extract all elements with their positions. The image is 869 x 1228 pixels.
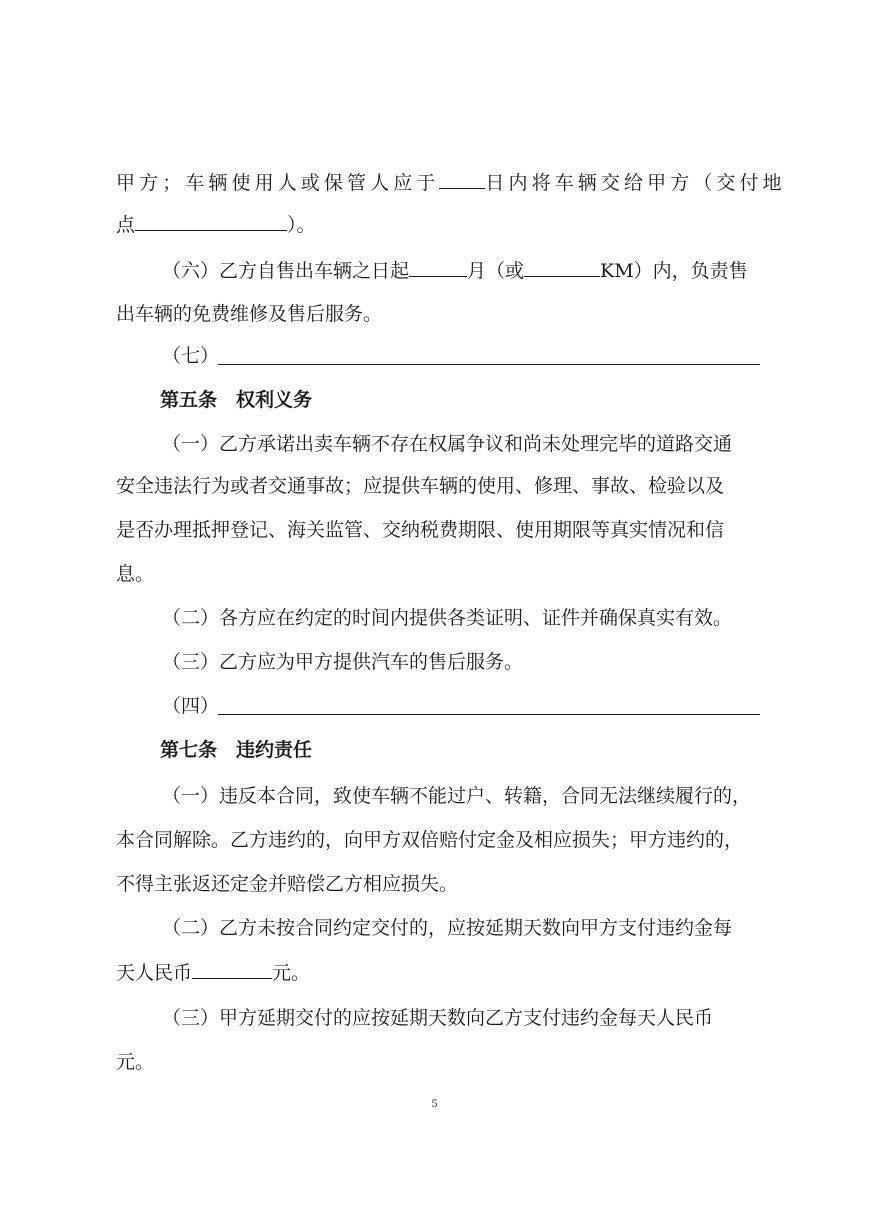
text-segment: （六）乙方自售出车辆之日起	[162, 260, 410, 282]
article-7-clause-1-line1: （一）违反本合同，致使车辆不能过户、转籍，合同无法继续履行的，	[162, 785, 752, 807]
article-7-title: 第七条 违约责任	[160, 739, 313, 761]
text-segment: ）。	[287, 214, 316, 236]
article-5-clause-1-line1: （一）乙方承诺出卖车辆不存在权属争议和尚未处理完毕的道路交通	[162, 433, 733, 455]
paragraph-delivery-line1	[116, 170, 786, 195]
fill-blank-days[interactable]	[439, 170, 485, 189]
clause-7-label: （七）	[162, 345, 220, 367]
text-segment: 甲方；车辆使用人或保管人应于	[116, 172, 440, 194]
fill-blank-location[interactable]	[135, 212, 287, 231]
clause-6-line1	[162, 258, 748, 283]
text-segment: 天人民币	[116, 962, 193, 984]
article-7-clause-1-line3: 不得主张返还定金并赔偿乙方相应损失。	[116, 873, 459, 895]
text-segment: 月（或	[467, 260, 525, 282]
article-7-clause-2-line2	[116, 960, 310, 985]
fill-blank-clause-7[interactable]	[218, 363, 760, 365]
paragraph-delivery-line2	[116, 212, 316, 237]
article-7-clause-3-line1: （三）甲方延期交付的应按延期天数向乙方支付违约金每天人民币	[162, 1007, 714, 1029]
article-7-clause-1-line2: 本合同解除。乙方违约的，向甲方双倍赔付定金及相应损失；甲方违约的，	[116, 829, 744, 851]
clause-6-line2: 出车辆的免费维修及售后服务。	[116, 303, 383, 325]
fill-blank-months[interactable]	[409, 258, 467, 277]
fill-blank-clause-4[interactable]	[218, 713, 760, 715]
fill-blank-km[interactable]	[524, 258, 600, 277]
text-segment: 元。	[272, 962, 311, 984]
article-5-clause-2: （二）各方应在约定的时间内提供各类证明、证件并确保真实有效。	[162, 607, 733, 629]
fill-blank-penalty-b[interactable]	[192, 960, 272, 979]
text-segment: 日内将车辆交给甲方（交付地	[485, 172, 786, 194]
article-5-clause-1-line3: 是否办理抵押登记、海关监管、交纳税费期限、使用期限等真实情况和信	[116, 519, 725, 541]
text-segment: 点	[116, 214, 136, 236]
text-segment: KM）内，负责售	[600, 260, 748, 282]
article-5-title: 第五条 权利义务	[160, 389, 313, 411]
article-5-clause-3: （三）乙方应为甲方提供汽车的售后服务。	[162, 651, 524, 673]
article-7-clause-3-line2: 元。	[116, 1051, 155, 1073]
page-number: 5	[431, 1096, 438, 1110]
article-5-clause-1-line4: 息。	[116, 563, 155, 585]
article-5-clause-1-line2: 安全违法行为或者交通事故；应提供车辆的使用、修理、事故、检验以及	[116, 475, 725, 497]
article-5-clause-4-label: （四）	[162, 695, 220, 717]
article-7-clause-2-line1: （二）乙方未按合同约定交付的，应按延期天数向甲方支付违约金每	[162, 917, 733, 939]
